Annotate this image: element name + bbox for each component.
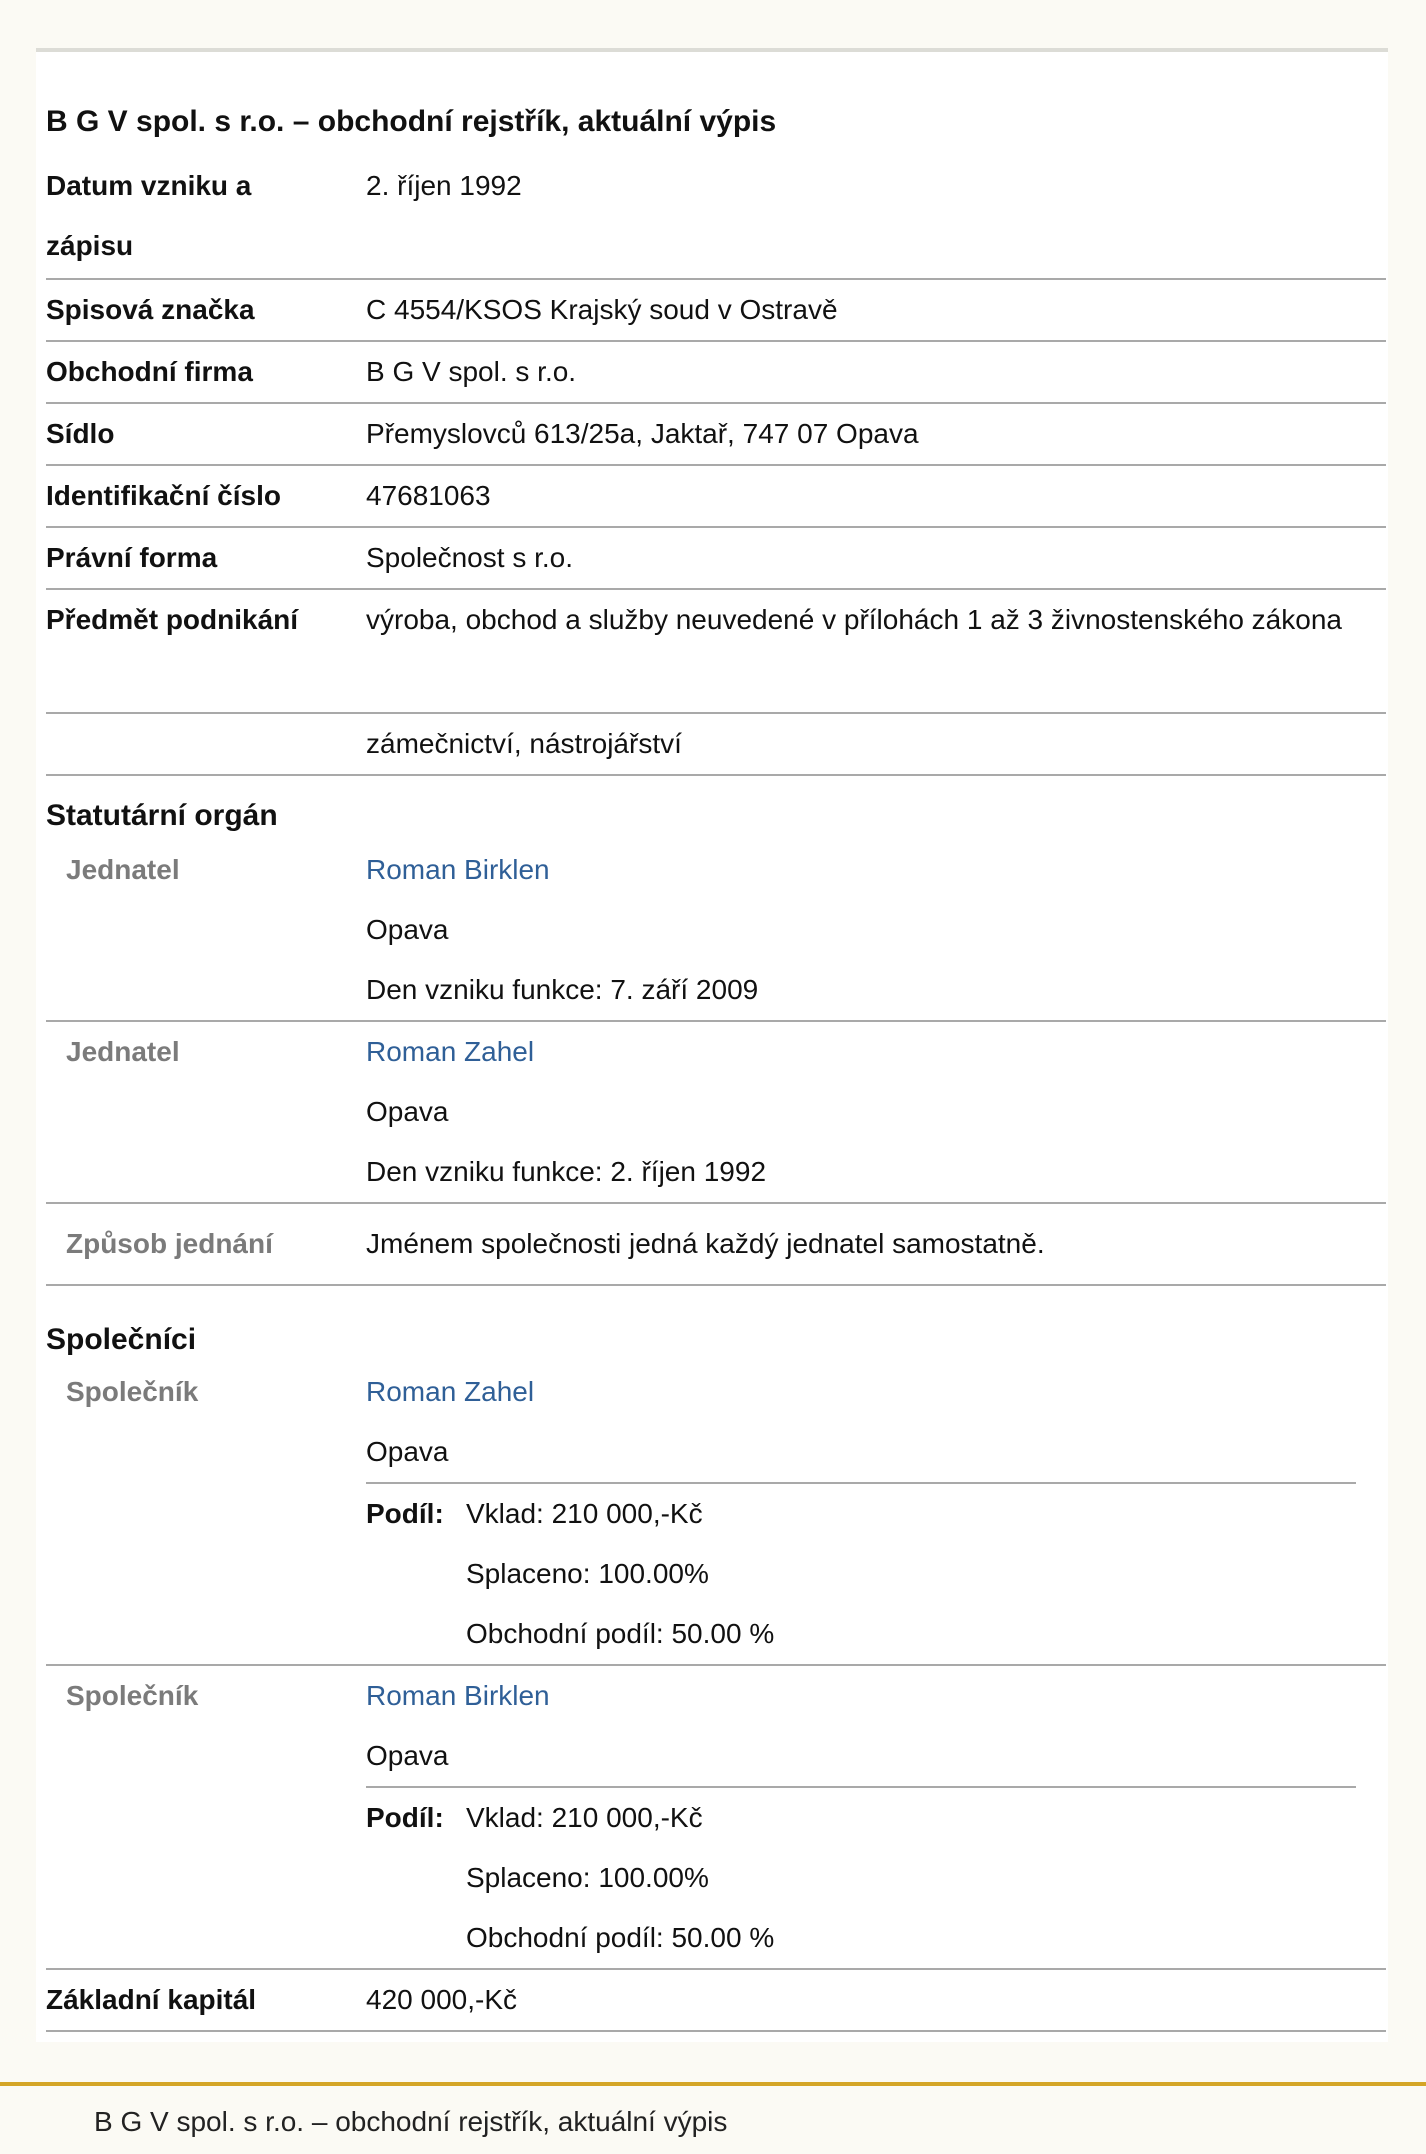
partner-name-link[interactable]: Roman Zahel xyxy=(366,1376,535,1407)
share-deposit: Vklad: 210 000,-Kč xyxy=(466,1802,703,1833)
row-label: Způsob jednání xyxy=(66,1228,273,1259)
partner-city: Opava xyxy=(366,1436,449,1467)
row-label: Sídlo xyxy=(46,418,115,449)
row-value: 47681063 xyxy=(366,480,491,511)
member-details xyxy=(366,840,1376,1020)
row-label: Právní forma xyxy=(46,542,218,573)
row-business-activity-2 xyxy=(46,714,1386,776)
row-value: C 4554/KSOS Krajský soud v Ostravě xyxy=(366,294,838,325)
row-value: výroba, obchod a služby neuvedené v přílohách 1 až 3 živnostenského zákona xyxy=(366,604,1342,635)
share-deposit: Vklad: 210 000,-Kč xyxy=(466,1498,703,1529)
row-value: 2. říjen 1992 xyxy=(366,170,522,201)
partner-city: Opava xyxy=(366,1740,449,1771)
member-city: Opava xyxy=(366,914,449,945)
row-share-capital xyxy=(46,1970,1386,2032)
member-role: Jednatel xyxy=(66,854,180,885)
share-percentage: Obchodní podíl: 50.00 % xyxy=(466,1618,775,1649)
statutory-member xyxy=(46,1022,1386,1204)
row-label: Předmět podnikání xyxy=(46,604,299,635)
row-label: Datum vzniku a zápisu xyxy=(46,170,252,261)
row-file-number xyxy=(46,280,1386,342)
row-address xyxy=(46,404,1386,466)
row-value: zámečnictví, nástrojářství xyxy=(366,728,682,759)
partner-details xyxy=(366,1666,1376,1786)
row-founding-date xyxy=(46,156,1386,280)
page-footer xyxy=(0,2082,1426,2154)
row-label: Identifikační číslo xyxy=(46,480,281,511)
member-name-link[interactable]: Roman Birklen xyxy=(366,854,550,885)
partner-name-link[interactable]: Roman Birklen xyxy=(366,1680,550,1711)
row-value: Společnost s r.o. xyxy=(366,542,574,573)
share-paid: Splaceno: 100.00% xyxy=(466,1558,709,1589)
row-value: 420 000,-Kč xyxy=(366,1984,517,2015)
row-manner-of-acting xyxy=(46,1204,1386,1286)
member-details xyxy=(366,1022,1376,1202)
row-value: B G V spol. s r.o. xyxy=(366,356,577,387)
member-role: Jednatel xyxy=(66,1036,180,1067)
share-label: Podíl: xyxy=(366,1802,444,1833)
member-since: Den vzniku funkce: 2. říjen 1992 xyxy=(366,1156,767,1187)
share-paid: Splaceno: 100.00% xyxy=(466,1862,709,1893)
register-extract xyxy=(36,48,1388,2042)
row-company-name xyxy=(46,342,1386,404)
partners-heading: Společníci xyxy=(46,1323,197,1356)
statutory-member xyxy=(46,840,1386,1022)
statutory-heading: Statutární orgán xyxy=(46,799,278,832)
share-values xyxy=(466,1788,774,1968)
share-percentage: Obchodní podíl: 50.00 % xyxy=(466,1922,775,1953)
row-label: Spisová značka xyxy=(46,294,255,325)
partner xyxy=(46,1362,1386,1666)
partner xyxy=(46,1666,1386,1970)
page-title: B G V spol. s r.o. – obchodní rejstřík, aktuální výpis xyxy=(46,105,777,138)
row-label: Základní kapitál xyxy=(46,1984,257,2015)
row-value: Přemyslovců 613/25a, Jaktař, 747 07 Opava xyxy=(366,418,919,449)
share-values xyxy=(466,1484,774,1664)
row-value: Jménem společnosti jedná každý jednatel samostatně. xyxy=(366,1228,1045,1259)
share-label: Podíl: xyxy=(366,1498,444,1529)
row-label: Obchodní firma xyxy=(46,356,253,387)
member-city: Opava xyxy=(366,1096,449,1127)
partner-details xyxy=(366,1362,1376,1482)
member-since: Den vzniku funkce: 7. září 2009 xyxy=(366,974,759,1005)
partner-role: Společník xyxy=(66,1680,199,1711)
row-business-activity xyxy=(46,590,1386,714)
row-legal-form xyxy=(46,528,1386,590)
partner-role: Společník xyxy=(66,1376,199,1407)
member-name-link[interactable]: Roman Zahel xyxy=(366,1036,535,1067)
row-company-id xyxy=(46,466,1386,528)
footer-title: B G V spol. s r.o. – obchodní rejstřík, aktuální výpis xyxy=(94,2106,728,2137)
